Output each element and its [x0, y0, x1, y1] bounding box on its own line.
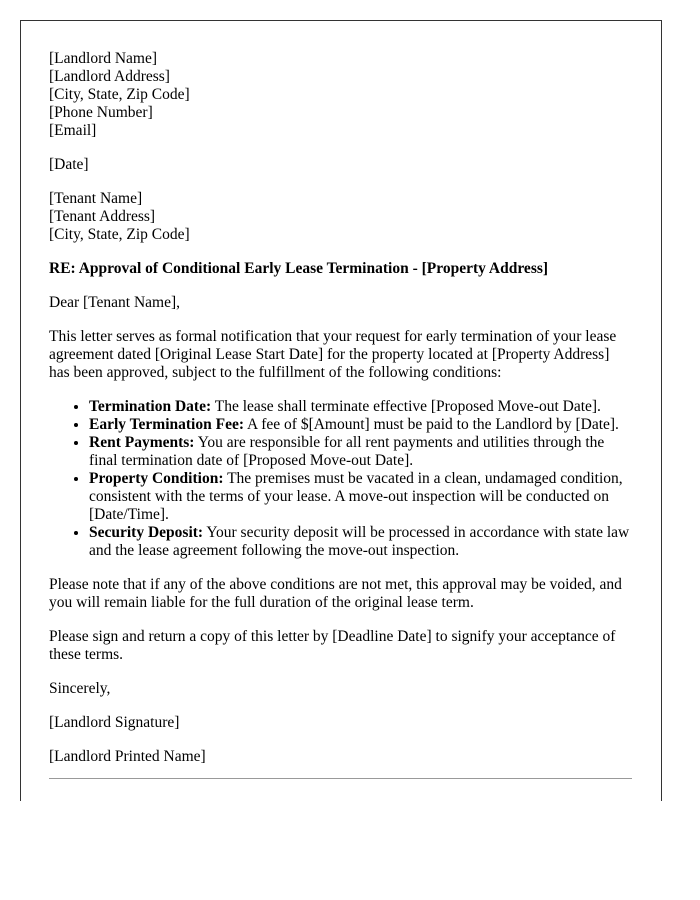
letter-page — [20, 20, 662, 801]
subject-line — [49, 260, 632, 278]
condition-text: A fee of $[Amount] must be paid to the Landlord by [Date]. — [244, 416, 619, 433]
recipient-address: [Tenant Address] — [49, 208, 156, 225]
condition-item — [89, 434, 632, 470]
condition-label: Security Deposit: — [89, 524, 204, 541]
printed-name: [Landlord Printed Name] — [49, 748, 206, 765]
sender-address: [Landlord Address] — [49, 68, 170, 85]
signature: [Landlord Signature] — [49, 714, 180, 731]
condition-label: Rent Payments: — [89, 434, 195, 451]
divider — [49, 778, 632, 779]
salutation: Dear [Tenant Name], — [49, 294, 181, 311]
sender-phone: [Phone Number] — [49, 104, 153, 121]
condition-text: You are responsible for all rent payments and utilities through the final termination date of [Proposed Move-out Date]. — [89, 434, 605, 469]
sender-city: [City, State, Zip Code] — [49, 86, 190, 103]
sender-email: [Email] — [49, 122, 97, 139]
condition-text: The lease shall terminate effective [Proposed Move-out Date]. — [211, 398, 601, 415]
sender-block — [49, 50, 632, 140]
condition-item — [89, 398, 632, 416]
intro-paragraph: This letter serves as formal notification that your request for early termination of your lease agreement dated [Original Lease Start Date] for the property located at [Property Address] has been approved, subject to the fulfillment of the following conditions: — [49, 328, 617, 381]
request-paragraph: Please sign and return a copy of this letter by [Deadline Date] to signify your acceptance of these terms. — [49, 628, 616, 663]
subject-text: RE: Approval of Conditional Early Lease Termination - [Property Address] — [49, 260, 549, 277]
condition-label: Termination Date: — [89, 398, 212, 415]
condition-item — [89, 524, 632, 560]
note-paragraph: Please note that if any of the above conditions are not met, this approval may be voided, and you will remain liable for the full duration of the original lease term. — [49, 576, 622, 611]
condition-item — [89, 416, 632, 434]
conditions-list — [49, 398, 632, 560]
recipient-name: [Tenant Name] — [49, 190, 143, 207]
condition-label: Property Condition: — [89, 470, 224, 487]
condition-item — [89, 470, 632, 524]
condition-label: Early Termination Fee: — [89, 416, 244, 433]
recipient-city: [City, State, Zip Code] — [49, 226, 190, 243]
recipient-block — [49, 190, 632, 244]
condition-text: Your security deposit will be processed in accordance with state law and the lease agreement following the move-out inspection. — [89, 524, 630, 559]
closing: Sincerely, — [49, 680, 111, 697]
letter-date: [Date] — [49, 156, 89, 173]
sender-name: [Landlord Name] — [49, 50, 158, 67]
condition-text: The premises must be vacated in a clean, undamaged condition, consistent with the terms of your lease. A move-out inspection will be conducted on [Date/Time]. — [89, 470, 623, 523]
